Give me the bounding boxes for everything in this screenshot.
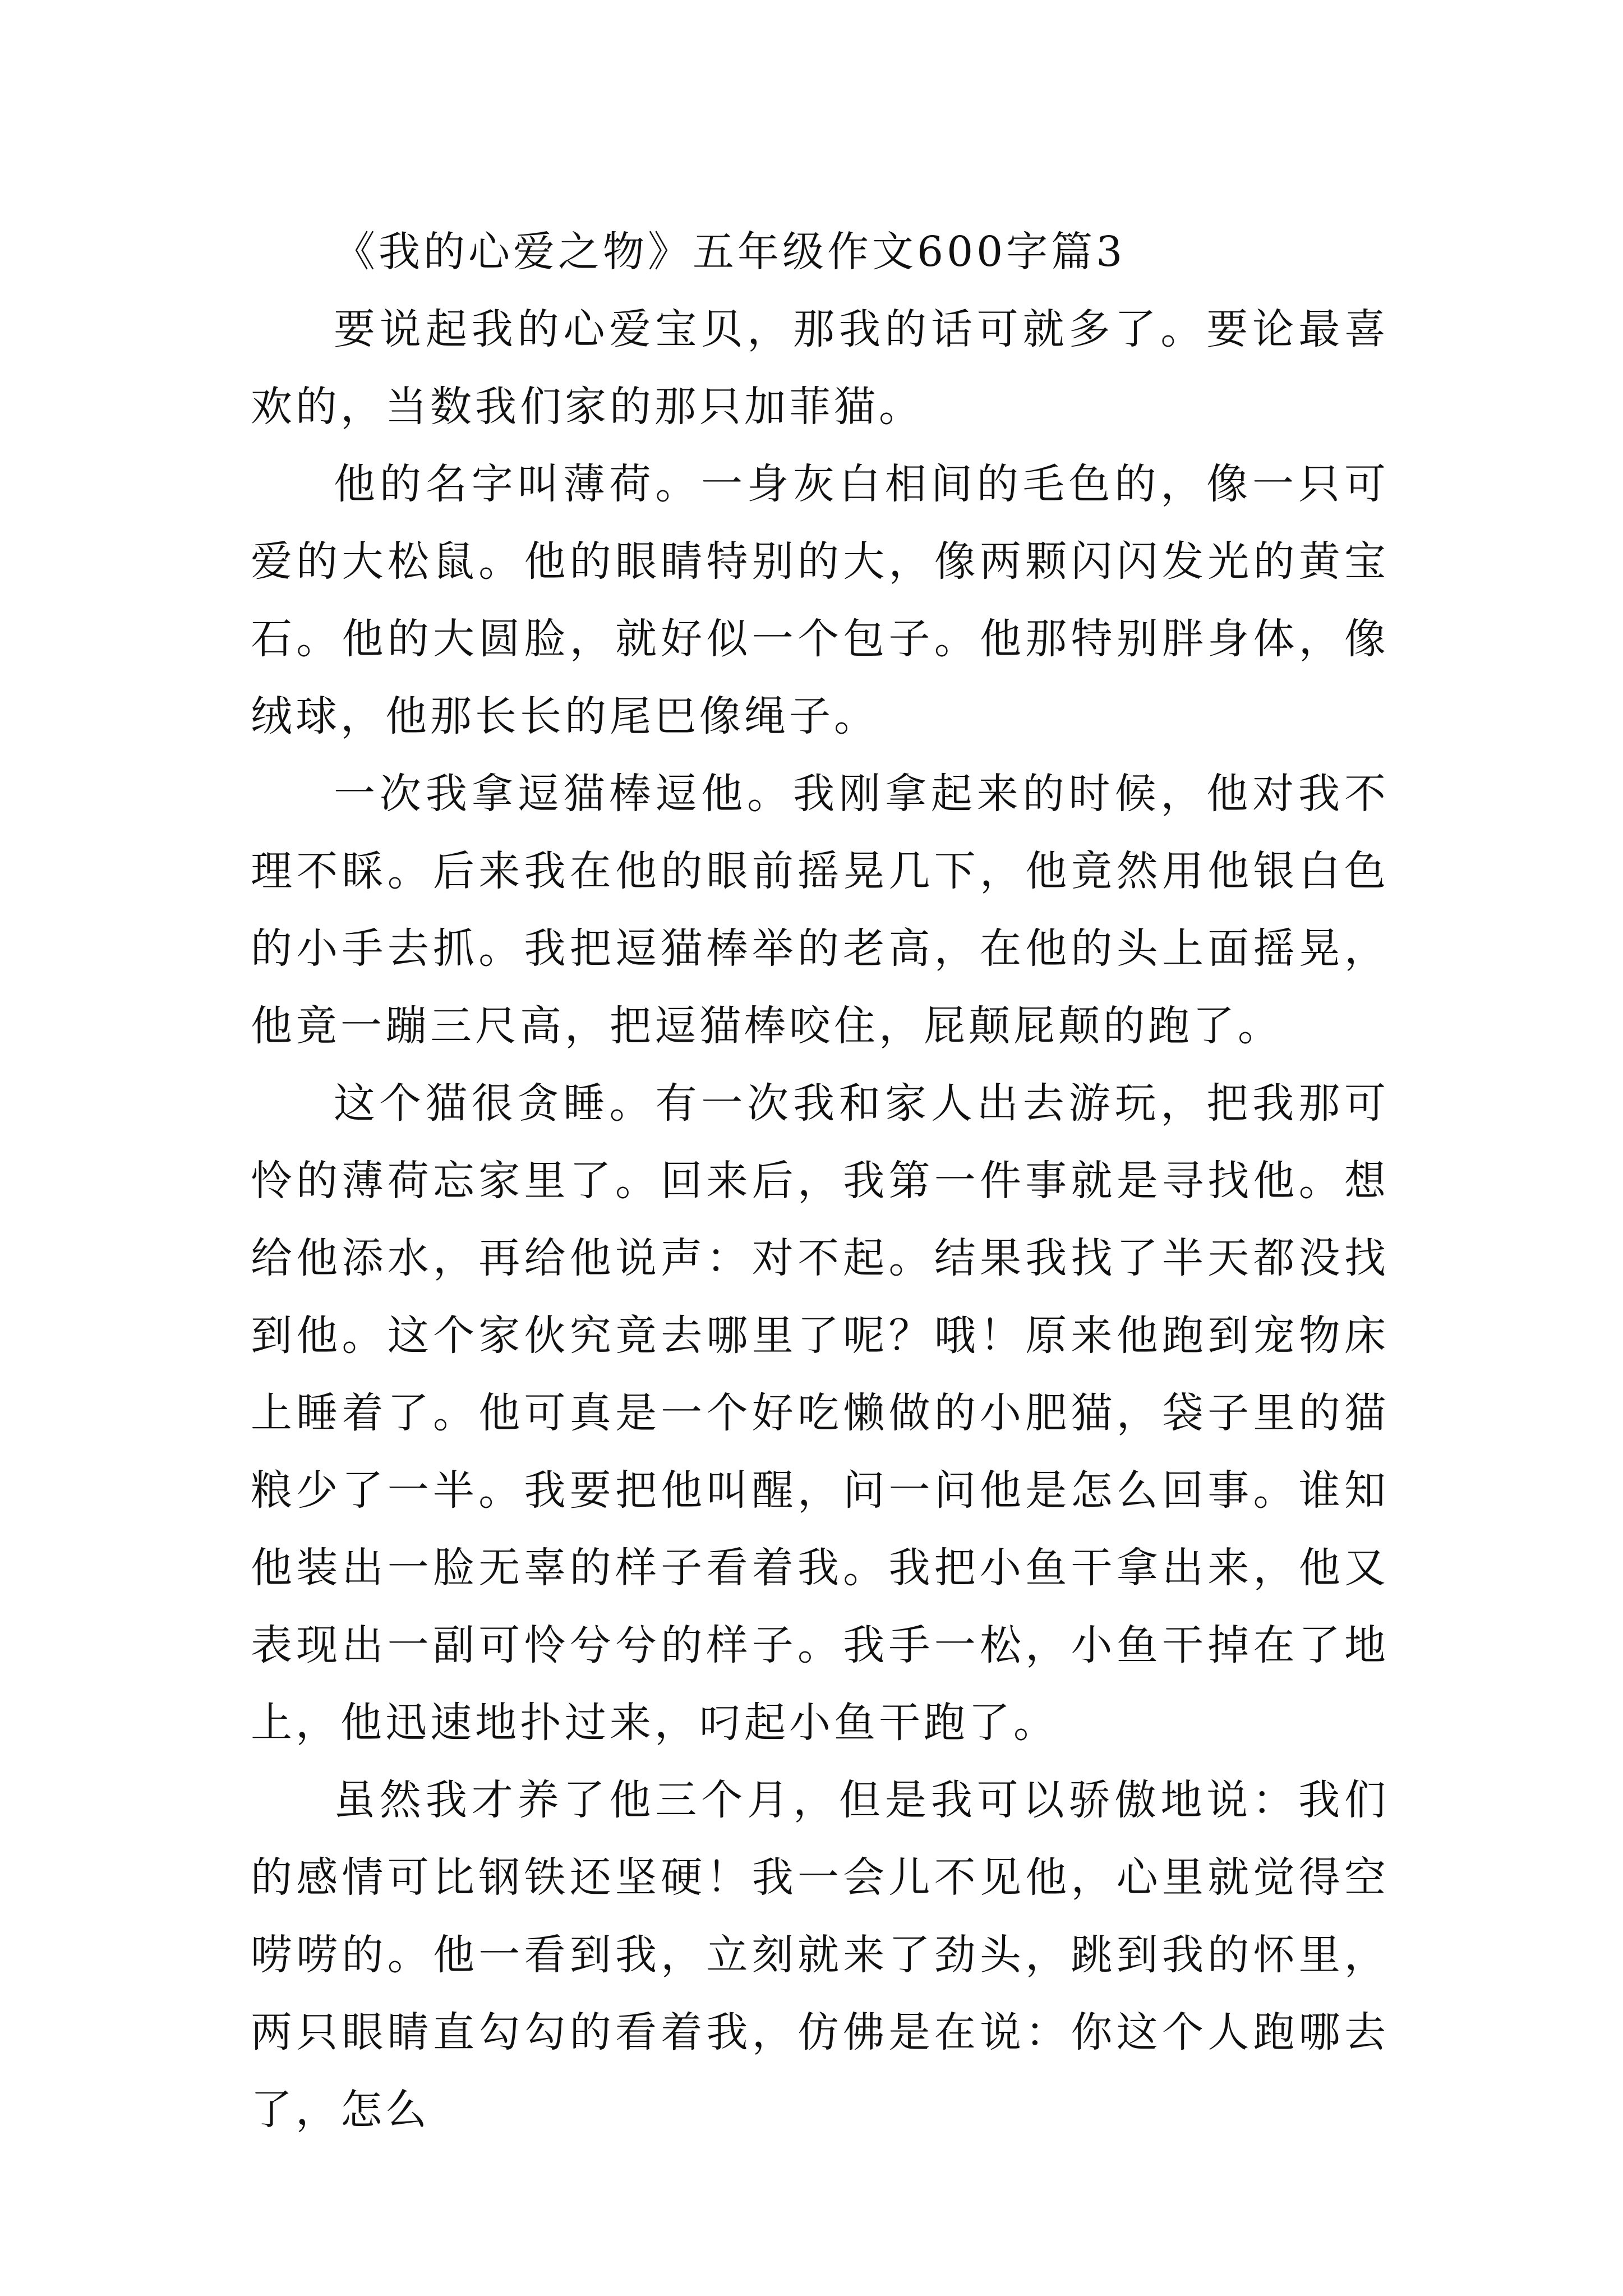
document-body [251,213,1389,2148]
paragraph-2: 他的名字叫薄荷。一身灰白相间的毛色的，像一只可爱的大松鼠。他的眼睛特别的大，像两颗闪闪发光的黄宝石。他的大圆脸，就好似一个包子。他那特别胖身体，像绒球，他那长长的尾巴像绳子。 [251,460,1389,740]
paragraph-1: 要说起我的心爱宝贝，那我的话可就多了。要论最喜欢的，当数我们家的那只加菲猫。 [251,305,1389,431]
paragraph-4: 这个猫很贪睡。有一次我和家人出去游玩，把我那可怜的薄荷忘家里了。回来后，我第一件事就是寻找他。想给他添水，再给他说声：对不起。结果我找了半天都没找到他。这个家伙究竟去哪里了呢？哦！原来他跑到宠物床上睡着了。他可真是一个好吃懒做的小肥猫，袋子里的猫粮少了一半。我要把他叫醒，问一问他是怎么回事。谁知他装出一脸无辜的样子看着我。我把小鱼干拿出来，他又表现出一副可怜兮兮的样子。我手一松，小鱼干掉在了地上，他迅速地扑过来，叼起小鱼干跑了。 [251,1079,1389,1747]
paragraph-3: 一次我拿逗猫棒逗他。我刚拿起来的时候，他对我不理不睬。后来我在他的眼前摇晃几下，他竟然用他银白色的小手去抓。我把逗猫棒举的老高，在他的头上面摇晃，他竟一蹦三尺高，把逗猫棒咬住，屁颠屁颠的跑了。 [251,770,1389,1050]
essay-title: 《我的心爱之物》五年级作文600字篇3 [334,228,1126,276]
paragraph-5: 虽然我才养了他三个月，但是我可以骄傲地说：我们的感情可比钢铁还坚硬！我一会儿不见他，心里就觉得空唠唠的。他一看到我，立刻就来了劲头，跳到我的怀里，两只眼睛直勾勾的看着我，仿佛是在说：你这个人跑哪去了，怎么 [251,1776,1389,2134]
